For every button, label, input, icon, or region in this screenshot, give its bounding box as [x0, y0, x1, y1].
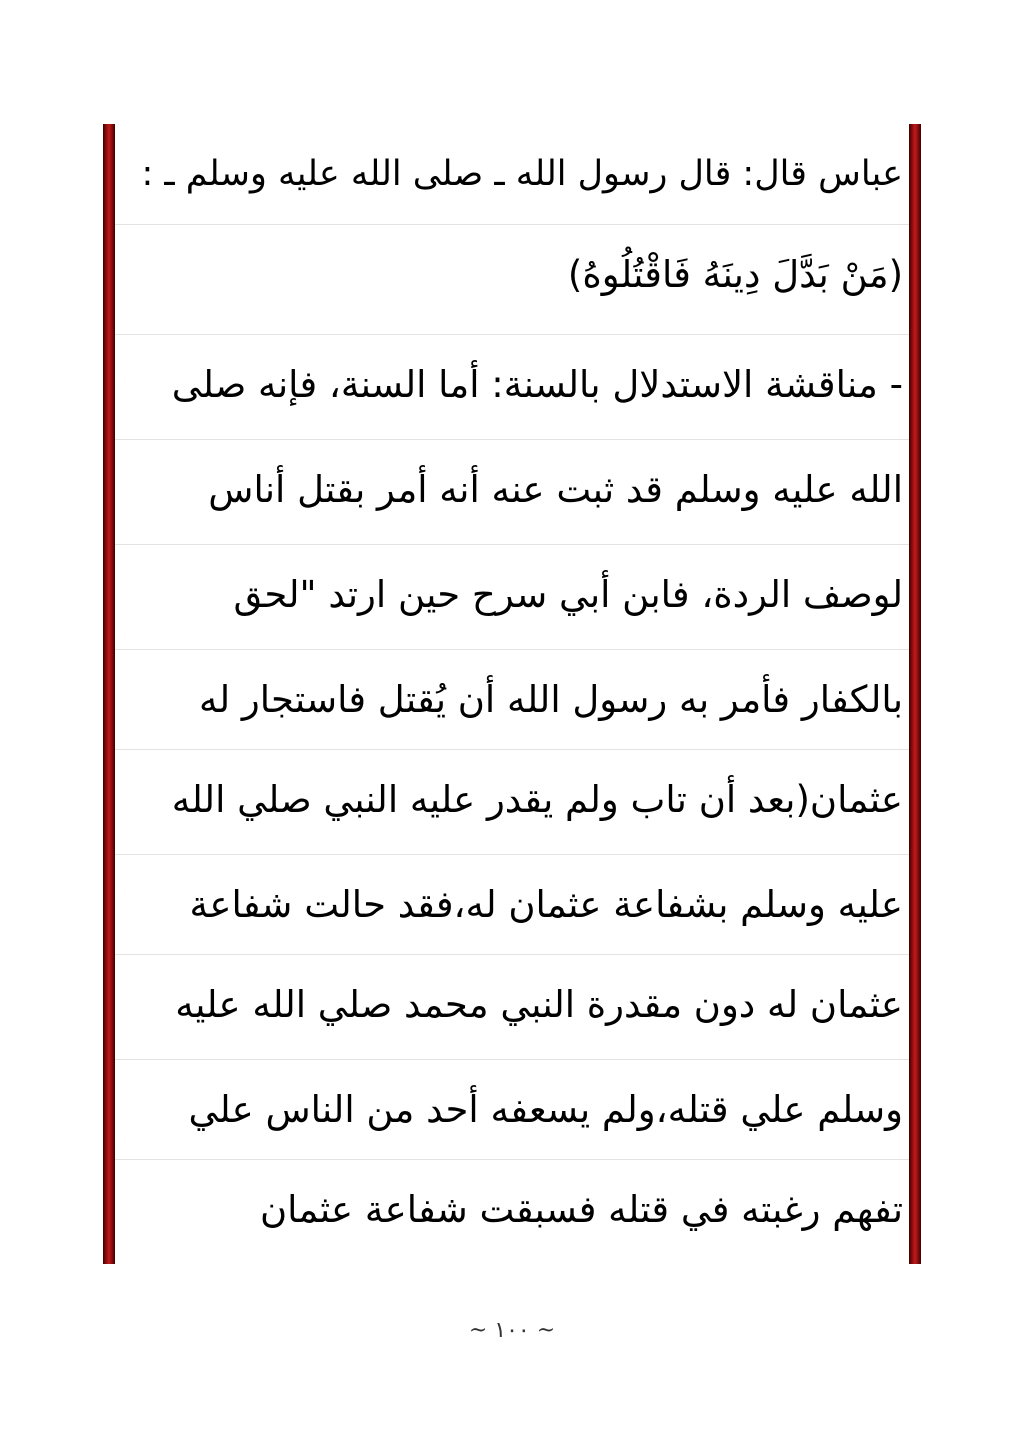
- left-border: [103, 124, 115, 1264]
- text-line: الله عليه وسلم قد ثبت عنه أنه أمر بقتل أناس: [115, 439, 909, 539]
- text-line: بالكفار فأمر به رسول الله أن يُقتل فاستجار له: [115, 649, 909, 749]
- text-line: لوصف الردة، فابن أبي سرح حين ارتد "لحق: [115, 544, 909, 644]
- page-frame: [103, 124, 921, 1264]
- text-line: عثمان(بعد أن تاب ولم يقدر عليه النبي صلي الله: [115, 749, 909, 849]
- text-line: عليه وسلم بشفاعة عثمان له،فقد حالت شفاعة: [115, 854, 909, 954]
- text-line: (مَنْ بَدَّلَ دِينَهُ فَاقْتُلُوهُ): [115, 224, 909, 324]
- page-number: ~ ١٠٠ ~: [468, 1318, 556, 1343]
- text-line: تفهم رغبته في قتله فسبقت شفاعة عثمان: [115, 1159, 909, 1259]
- text-line: - مناقشة الاستدلال بالسنة: أما السنة، فإنه صلى: [115, 334, 909, 434]
- text-body: [115, 124, 909, 1264]
- text-line: وسلم علي قتله،ولم يسعفه أحد من الناس علي: [115, 1059, 909, 1159]
- text-line: عثمان له دون مقدرة النبي محمد صلي الله عليه: [115, 954, 909, 1054]
- text-line: عباس قال: قال رسول الله ـ صلى الله عليه وسلم ـ :: [141, 154, 903, 194]
- right-border: [909, 124, 921, 1264]
